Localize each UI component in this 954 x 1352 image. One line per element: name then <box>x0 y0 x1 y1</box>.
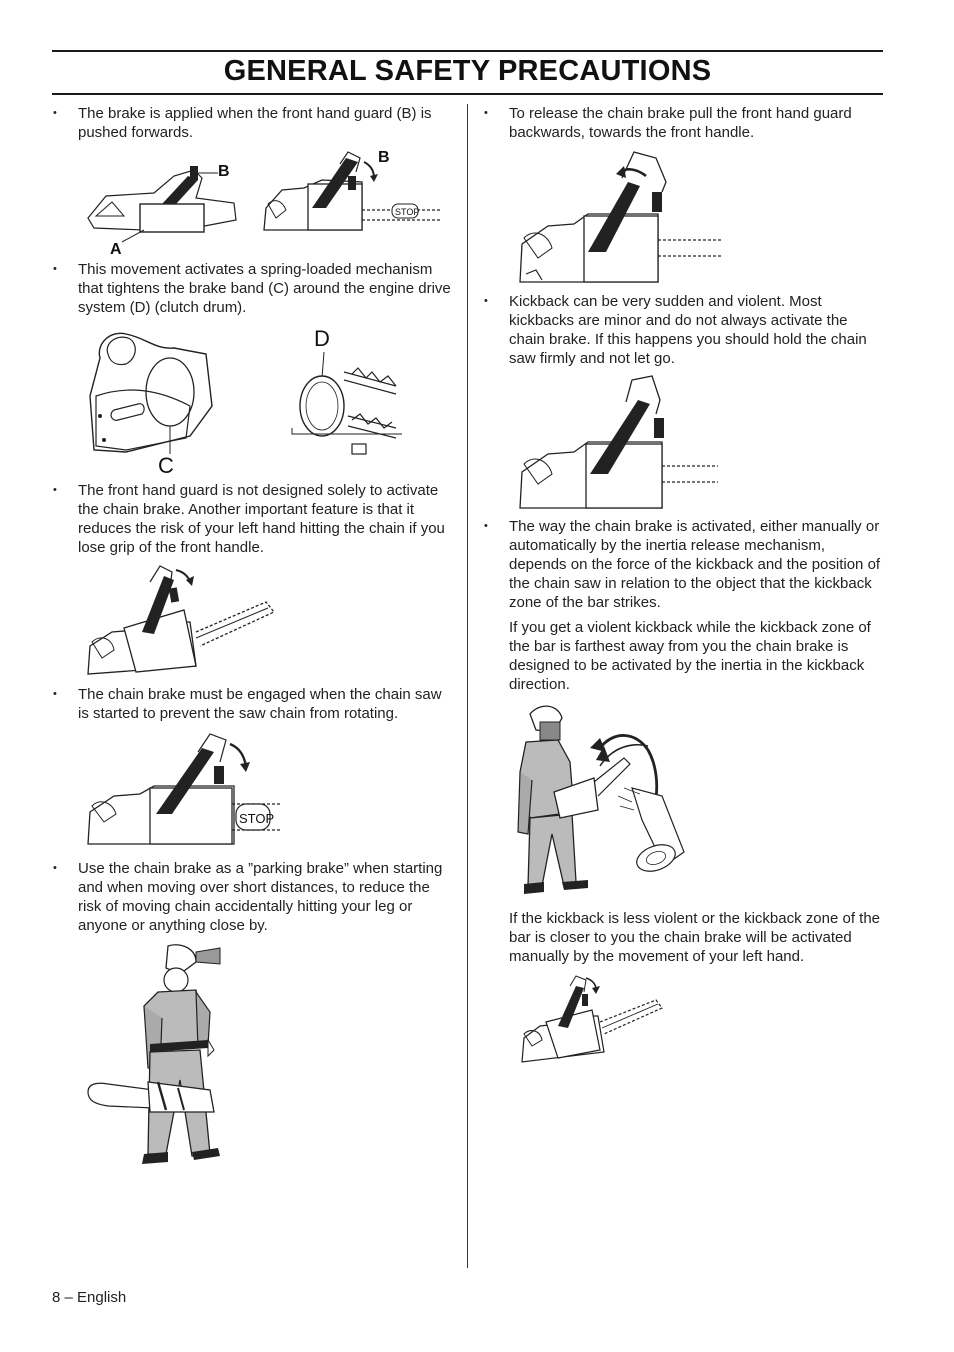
figure-kickback-minor <box>516 374 726 514</box>
label-stop: STOP <box>239 811 275 826</box>
page-title: GENERAL SAFETY PRECAUTIONS <box>223 55 712 87</box>
bullet-text: Use the chain brake as a ”parking brake” when starting and when moving over short distances, to reduce the risk of moving chain accidentally hitting your leg or anyone or anything close by. <box>78 860 443 934</box>
label-stop: STOP <box>395 207 420 217</box>
figure-kickback-inertia <box>514 702 684 902</box>
bullet-dot: • <box>53 107 57 119</box>
label-d: D <box>314 326 330 351</box>
label-c: C <box>158 453 174 478</box>
header-rule-top <box>52 50 883 52</box>
figure-brake-applied-b <box>262 148 442 238</box>
figure-hand-guard <box>84 562 284 682</box>
bullet-dot: • <box>53 862 57 874</box>
bullet-text: The brake is applied when the front hand guard (B) is pushed forwards. <box>78 105 432 141</box>
figure-clutch-drum <box>292 320 402 460</box>
bullet-text: This movement activates a spring-loaded mechanism that tightens the brake band (C) around the engine drive system (D) (clutch drum). <box>78 261 451 316</box>
bullet-text: Kickback can be very sudden and violent. Most kickbacks are minor and do not always activate the chain brake. If this happens you should hold the chain saw firmly and not let go. <box>509 293 867 367</box>
column-divider <box>467 104 468 1268</box>
bullet-dot: • <box>484 107 488 119</box>
figure-brake-engaged-start <box>84 730 284 850</box>
bullet-dot: • <box>53 688 57 700</box>
header-rule-bottom <box>52 93 883 95</box>
figure-brake-band <box>86 326 216 476</box>
figure-kickback-manual <box>518 972 668 1068</box>
figure-brake-release <box>516 148 726 288</box>
bullet-dot: • <box>484 295 488 307</box>
figure-brake-applied-a <box>84 158 244 258</box>
bullet-dot: • <box>53 484 57 496</box>
bullet-text: To release the chain brake pull the front hand guard backwards, towards the front handle. <box>509 105 852 141</box>
label-b: B <box>378 149 390 166</box>
bullet-text: The front hand guard is not designed solely to activate the chain brake. Another important feature is that it reduces the risk of your left hand hitting the chain if you lose grip of the front handle. <box>78 482 445 556</box>
bullet-dot: • <box>53 263 57 275</box>
label-a: A <box>110 241 122 258</box>
bullet-dot: • <box>484 520 488 532</box>
right-paragraph-2: If the kickback is less violent or the kickback zone of the bar is closer to you the chain brake will be activated manually by the movement of your left hand. <box>509 910 881 965</box>
figure-parking-brake-operator <box>84 940 244 1172</box>
bullet-text: The chain brake must be engaged when the chain saw is started to prevent the saw chain from rotating. <box>78 686 442 722</box>
page-footer: 8 – English <box>52 1289 127 1306</box>
bullet-text: The way the chain brake is activated, either manually or automatically by the inertia release mechanism, depends on the force of the kickback and the position of the chain saw in relation to the object that the kickback zone of the bar strikes. <box>509 518 881 611</box>
right-paragraph-1: If you get a violent kickback while the kickback zone of the bar is farthest away from you the chain brake is designed to be activated by the inertia in the kickback direction. <box>509 619 871 693</box>
label-b: B <box>218 163 230 180</box>
